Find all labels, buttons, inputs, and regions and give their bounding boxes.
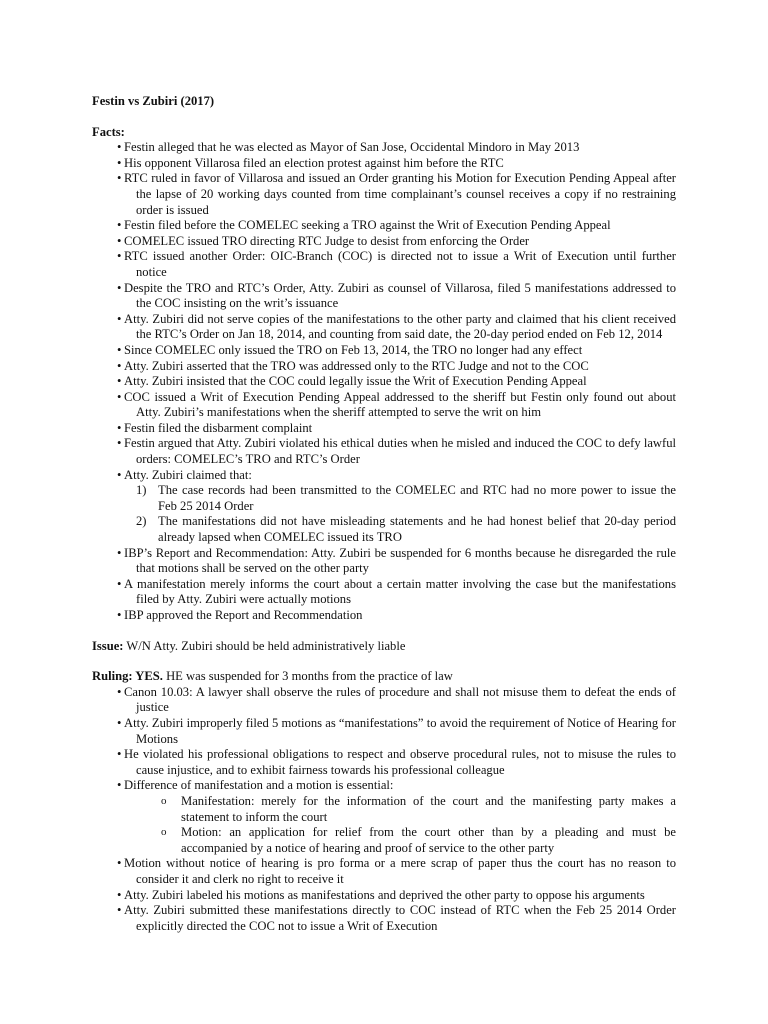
list-item: • Atty. Zubiri insisted that the COC could legally issue the Writ of Execution Pending Appeal: [92, 374, 676, 390]
list-item: • A manifestation merely informs the court about a certain matter involving the case but the manifestations filed by Atty. Zubiri were actually motions: [92, 577, 676, 608]
list-item: • IBP approved the Report and Recommendation: [92, 608, 676, 624]
list-item: • He violated his professional obligations to respect and observe procedural rules, not to misuse the rules to cause injustice, and to exhibit fairness towards his professional colleague: [92, 747, 676, 778]
list-item: • COC issued a Writ of Execution Pending Appeal addressed to the sheriff but Festin only found out about Atty. Zubiri’s manifestations when the sheriff attempted to serve the writ on him: [92, 390, 676, 421]
list-item: • COMELEC issued TRO directing RTC Judge to desist from enforcing the Order: [92, 234, 676, 250]
ruling-paragraph: [92, 669, 676, 685]
ruling-points-list: [92, 685, 676, 794]
list-item: • Motion without notice of hearing is pro forma or a mere scrap of paper thus the court has no reason to consider it and clerk no right to receive it: [92, 856, 676, 887]
list-item: o Manifestation: merely for the information of the court and the manifesting party makes a statement to inform the court: [92, 794, 676, 825]
list-item: • RTC ruled in favor of Villarosa and issued an Order granting his Motion for Execution Pending Appeal after the lapse of 20 working days counted from time complainant’s counsel receives a copy if no restraining order is issued: [92, 171, 676, 218]
list-item: • Despite the TRO and RTC’s Order, Atty. Zubiri as counsel of Villarosa, filed 5 manifestations addressed to the COC insisting on the writ’s issuance: [92, 281, 676, 312]
list-item: o Motion: an application for relief from the court other than by a pleading and must be accompanied by a notice of hearing and proof of service to the other party: [92, 825, 676, 856]
issue-paragraph: [92, 639, 676, 655]
facts-heading: Facts:: [92, 124, 125, 139]
differences-list: [92, 794, 676, 856]
ruling-points-list-continued: [92, 856, 676, 934]
list-item: • Atty. Zubiri submitted these manifestations directly to COC instead of RTC when the Feb 25 2014 Order explicitly directed the COC not to issue a Writ of Execution: [92, 903, 676, 934]
list-item: • RTC issued another Order: OIC-Branch (COC) is directed not to issue a Writ of Execution until further notice: [92, 249, 676, 280]
ruling-label: Ruling: YES.: [92, 669, 163, 684]
list-item: • Difference of manifestation and a motion is essential:: [92, 778, 676, 794]
facts-list-continued: [92, 546, 676, 624]
ruling-text: HE was suspended for 3 months from the practice of law: [162, 669, 453, 684]
numbered-item: [92, 483, 676, 514]
facts-list: [92, 140, 676, 483]
list-item: • Since COMELEC only issued the TRO on Feb 13, 2014, the TRO no longer had any effect: [92, 343, 676, 359]
list-item: • His opponent Villarosa filed an election protest against him before the RTC: [92, 156, 676, 172]
issue-text: W/N Atty. Zubiri should be held administratively liable: [123, 638, 406, 653]
case-title: Festin vs Zubiri (2017): [92, 94, 215, 108]
list-item: • IBP’s Report and Recommendation: Atty. Zubiri be suspended for 6 months because he disregarded the rule that motions shall be served on the other party: [92, 546, 676, 577]
list-item: • Atty. Zubiri labeled his motions as manifestations and deprived the other party to oppose his arguments: [92, 888, 676, 904]
list-item: • Atty. Zubiri asserted that the TRO was addressed only to the RTC Judge and not to the COC: [92, 359, 676, 375]
list-item: • Festin alleged that he was elected as Mayor of San Jose, Occidental Mindoro in May 2013: [92, 140, 676, 156]
item-text: The manifestations did not have misleading statements and he had honest belief that 20-day period already lapsed when COMELEC issued its TRO: [158, 514, 676, 545]
item-number: 1): [136, 483, 147, 498]
list-item-text: Atty. Zubiri claimed that:: [124, 467, 252, 482]
numbered-item: [92, 514, 676, 545]
list-item: • Atty. Zubiri improperly filed 5 motions as “manifestations” to avoid the requirement of Notice of Hearing for Motions: [92, 716, 676, 747]
list-item: • Canon 10.03: A lawyer shall observe the rules of procedure and shall not misuse them to defeat the ends of justice: [92, 685, 676, 716]
list-item: [92, 468, 676, 484]
zubiri-claims-list: [92, 483, 676, 545]
issue-label: Issue:: [92, 638, 124, 653]
list-item: • Festin filed the disbarment complaint: [92, 421, 676, 437]
item-number: 2): [136, 514, 147, 529]
list-item: • Festin filed before the COMELEC seeking a TRO against the Writ of Execution Pending Appeal: [92, 218, 676, 234]
list-item: • Atty. Zubiri did not serve copies of the manifestations to the other party and claimed that his client received the RTC’s Order on Jan 18, 2014, and counting from said date, the 20-day period ended on Feb 12, 2014: [92, 312, 676, 343]
item-text: The case records had been transmitted to the COMELEC and RTC had no more power to issue the Feb 25 2014 Order: [158, 483, 676, 513]
list-item: • Festin argued that Atty. Zubiri violated his ethical duties when he misled and induced the COC to defy lawful orders: COMELEC’s TRO and RTC’s Order: [92, 436, 676, 467]
